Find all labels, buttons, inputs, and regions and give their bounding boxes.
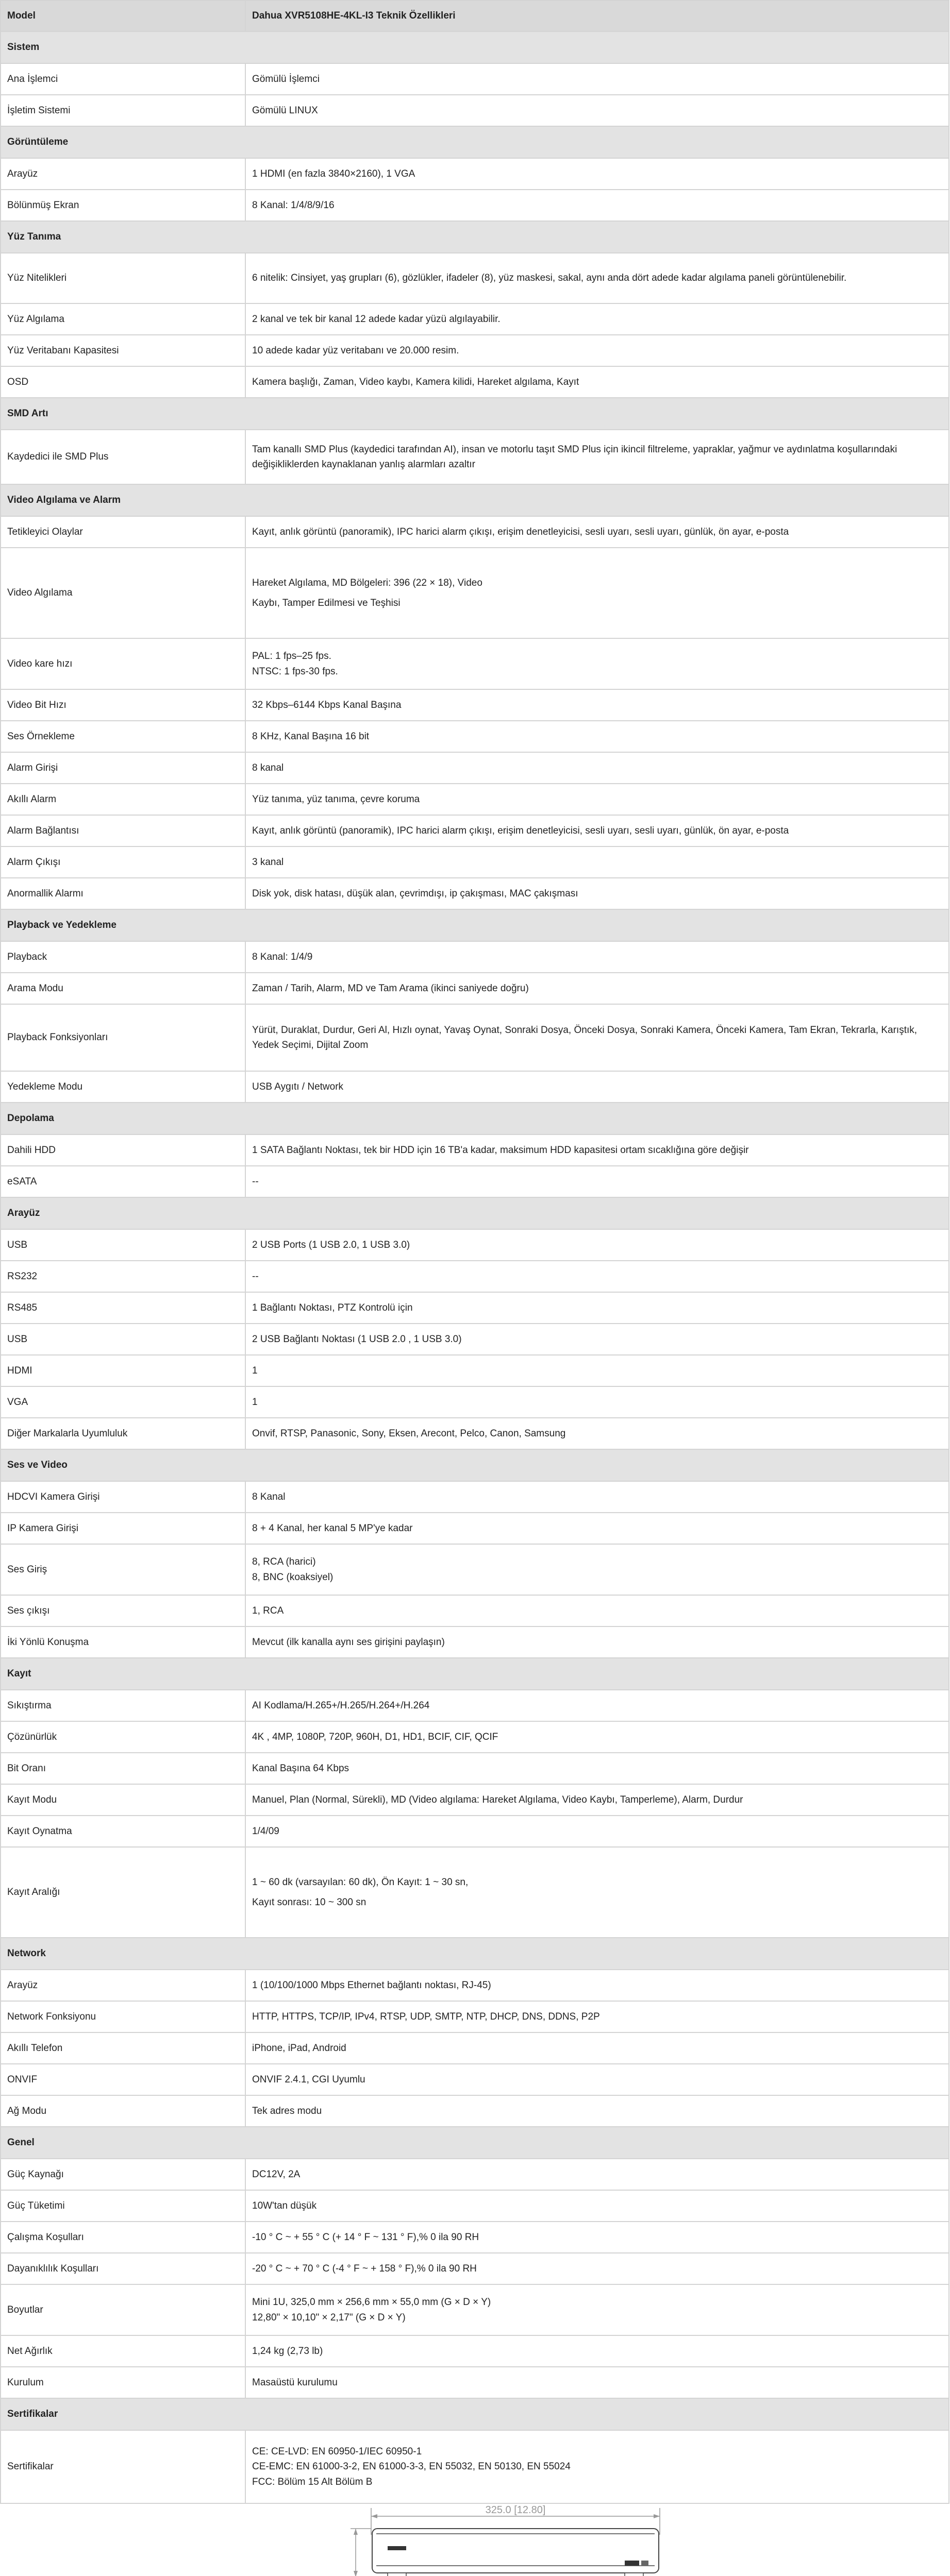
spec-label: Arama Modu: [1, 973, 245, 1004]
spec-row: [1, 1690, 949, 1721]
spec-value: Gömülü İşlemci: [245, 63, 949, 95]
spec-label: Ses Giriş: [1, 1544, 245, 1595]
front-view-drawing: [343, 2504, 660, 2576]
spec-value: USB Aygıtı / Network: [245, 1071, 949, 1103]
spec-row: [1, 190, 949, 221]
spec-row: [1, 548, 949, 638]
spec-label: Dahili HDD: [1, 1134, 245, 1166]
spec-label: Güç Kaynağı: [1, 2159, 245, 2190]
spec-label: Yüz Nitelikleri: [1, 253, 245, 303]
spec-value: HTTP, HTTPS, TCP/IP, IPv4, RTSP, UDP, SMTP, NTP, DHCP, DNS, DDNS, P2P: [245, 2001, 949, 2032]
spec-label: Arayüz: [1, 158, 245, 190]
spec-row: [1, 1753, 949, 1784]
spec-row: [1, 689, 949, 721]
section-header-kayit: [1, 1658, 949, 1690]
section-header-goruntuleme: [1, 126, 949, 158]
spec-value: 1/4/09: [245, 1816, 949, 1847]
spec-row: [1, 1386, 949, 1418]
spec-row: [1, 253, 949, 303]
spec-label: Dayanıklılık Koşulları: [1, 2253, 245, 2284]
spec-row: [1, 1229, 949, 1261]
width-dimension-label: 325.0 [12.80]: [485, 2504, 546, 2516]
spec-label: Net Ağırlık: [1, 2335, 245, 2367]
spec-label: Video kare hızı: [1, 638, 245, 689]
spec-label: ONVIF: [1, 2064, 245, 2095]
spec-value: --: [245, 1166, 949, 1197]
spec-row: [1, 1324, 949, 1355]
spec-label: Boyutlar: [1, 2284, 245, 2335]
section-title: Arayüz: [1, 1197, 949, 1229]
spec-value: AI Kodlama/H.265+/H.265/H.264+/H.264: [245, 1690, 949, 1721]
spec-value: 1,24 kg (2,73 lb): [245, 2335, 949, 2367]
spec-label: Yedekleme Modu: [1, 1071, 245, 1103]
spec-label: Güç Tüketimi: [1, 2190, 245, 2222]
spec-row: [1, 1134, 949, 1166]
spec-row: [1, 784, 949, 815]
spec-value: 8 + 4 Kanal, her kanal 5 MP'ye kadar: [245, 1513, 949, 1544]
spec-label: Alarm Bağlantısı: [1, 815, 245, 846]
section-title: Genel: [1, 2127, 949, 2159]
spec-row: [1, 303, 949, 335]
spec-row: [1, 815, 949, 846]
spec-value: 8 Kanal: [245, 1481, 949, 1513]
spec-label: IP Kamera Girişi: [1, 1513, 245, 1544]
section-header-depolama: [1, 1103, 949, 1134]
spec-row: [1, 1626, 949, 1658]
spec-label: Sıkıştırma: [1, 1690, 245, 1721]
spec-value: Kanal Başına 64 Kbps: [245, 1753, 949, 1784]
spec-row: [1, 1481, 949, 1513]
spec-value-line: Mini 1U, 325,0 mm × 256,6 mm × 55,0 mm (G × D × Y): [252, 2297, 491, 2308]
section-title: Görüntüleme: [1, 126, 949, 158]
spec-value: [245, 1847, 949, 1938]
spec-value-line: CE-EMC: EN 61000-3-2, EN 61000-3-3, EN 55032, EN 50130, EN 55024: [252, 2461, 571, 2472]
spec-label: Ağ Modu: [1, 2095, 245, 2127]
spec-value: [245, 1544, 949, 1595]
spec-value-line: 12,80" × 10,10" × 2,17" (G × D × Y): [252, 2312, 406, 2323]
spec-label: Ana İşlemci: [1, 63, 245, 95]
spec-value: -10 ° C ~ + 55 ° C (+ 14 ° F ~ 131 ° F),% 0 ila 90 RH: [245, 2222, 949, 2253]
spec-value: [245, 548, 949, 638]
section-title: SMD Artı: [1, 398, 949, 430]
spec-label: Video Bit Hızı: [1, 689, 245, 721]
section-title: Video Algılama ve Alarm: [1, 484, 949, 516]
spec-row: [1, 63, 949, 95]
spec-row: [1, 1418, 949, 1449]
spec-row: [1, 878, 949, 909]
spec-row: [1, 973, 949, 1004]
spec-row: [1, 1355, 949, 1386]
spec-value: [245, 2430, 949, 2503]
spec-value: Yürüt, Duraklat, Durdur, Geri Al, Hızlı oynat, Yavaş Oynat, Sonraki Dosya, Önceki Dosya, Sonraki Kamera, Önceki Kamera, Tam Ekran, Tekrarla, Karıştık, Yedek Seçimi, Dijital Zoom: [245, 1004, 949, 1071]
spec-value: Manuel, Plan (Normal, Sürekli), MD (Video algılama: Hareket Algılama, Video Kaybı, Tamperleme), Alarm, Durdur: [245, 1784, 949, 1816]
spec-value: 1 (10/100/1000 Mbps Ethernet bağlantı noktası, RJ-45): [245, 1970, 949, 2001]
section-header-smd-arti: [1, 398, 949, 430]
spec-value: DC12V, 2A: [245, 2159, 949, 2190]
spec-value: 1: [245, 1386, 949, 1418]
spec-value: 1 Bağlantı Noktası, PTZ Kontrolü için: [245, 1292, 949, 1324]
spec-value: Kamera başlığı, Zaman, Video kaybı, Kamera kilidi, Hareket algılama, Kayıt: [245, 366, 949, 398]
spec-row: [1, 2095, 949, 2127]
spec-label: Alarm Girişi: [1, 752, 245, 784]
spec-value: 1: [245, 1355, 949, 1386]
spec-row: [1, 1004, 949, 1071]
section-title: Ses ve Video: [1, 1449, 949, 1481]
spec-label: Akıllı Alarm: [1, 784, 245, 815]
spec-row: [1, 2367, 949, 2398]
section-header-playback-ve-yedekleme: [1, 909, 949, 941]
spec-value: 8 KHz, Kanal Başına 16 bit: [245, 721, 949, 752]
spec-label: Kayıt Oynatma: [1, 1816, 245, 1847]
spec-value-line: 8, BNC (koaksiyel): [252, 1571, 334, 1583]
spec-value: Mevcut (ilk kanalla aynı ses girişini paylaşın): [245, 1626, 949, 1658]
spec-row: [1, 95, 949, 126]
section-title: Network: [1, 1938, 949, 1970]
spec-label: Kaydedici ile SMD Plus: [1, 430, 245, 484]
spec-row: [1, 2190, 949, 2222]
spec-row: [1, 1513, 949, 1544]
spec-row: [1, 1970, 949, 2001]
spec-row: [1, 335, 949, 366]
spec-label: Kayıt Aralığı: [1, 1847, 245, 1938]
spec-value: 32 Kbps–6144 Kbps Kanal Başına: [245, 689, 949, 721]
spec-label: USB: [1, 1324, 245, 1355]
spec-value-line: CE: CE-LVD: EN 60950-1/IEC 60950-1: [252, 2446, 422, 2457]
spec-value: Zaman / Tarih, Alarm, MD ve Tam Arama (ikinci saniyede doğru): [245, 973, 949, 1004]
spec-row: [1, 2001, 949, 2032]
spec-value: Masaüstü kurulumu: [245, 2367, 949, 2398]
spec-label: Yüz Veritabanı Kapasitesi: [1, 335, 245, 366]
section-title: Playback ve Yedekleme: [1, 909, 949, 941]
section-header-sistem: [1, 31, 949, 63]
spec-value: -20 ° C ~ + 70 ° C (-4 ° F ~ + 158 ° F),% 0 ila 90 RH: [245, 2253, 949, 2284]
section-header-yuz-tanima: [1, 221, 949, 253]
spec-row: [1, 1784, 949, 1816]
spec-value: ONVIF 2.4.1, CGI Uyumlu: [245, 2064, 949, 2095]
spec-label: Sertifikalar: [1, 2430, 245, 2503]
spec-row: [1, 1071, 949, 1103]
spec-value: 2 kanal ve tek bir kanal 12 adede kadar yüzü algılayabilir.: [245, 303, 949, 335]
spec-value-line: PAL: 1 fps–25 fps.: [252, 651, 331, 662]
spec-label: OSD: [1, 366, 245, 398]
spec-value: 8 Kanal: 1/4/9: [245, 941, 949, 973]
spec-value: 1, RCA: [245, 1595, 949, 1626]
spec-value-line: 8, RCA (harici): [252, 1556, 316, 1568]
section-title: Sertifikalar: [1, 2398, 949, 2430]
spec-label: Bölünmüş Ekran: [1, 190, 245, 221]
header-model-label: Model: [1, 1, 245, 31]
spec-value-line: 1 ~ 60 dk (varsayılan: 60 dk), Ön Kayıt: 1 ~ 30 sn,: [252, 1876, 469, 1888]
spec-label: Akıllı Telefon: [1, 2032, 245, 2064]
spec-row: [1, 1847, 949, 1938]
spec-value: Tek adres modu: [245, 2095, 949, 2127]
spec-value-line: Kaybı, Tamper Edilmesi ve Teşhisi: [252, 598, 401, 608]
spec-value: 6 nitelik: Cinsiyet, yaş grupları (6), gözlükler, ifadeler (8), yüz maskesi, sakal, aynı anda dört adede kadar algılama paneli görüntülenebilir.: [245, 253, 949, 303]
spec-value: Kayıt, anlık görüntü (panoramik), IPC harici alarm çıkışı, erişim denetleyicisi, sesli uyarı, sesli uyarı, günlük, ön ayar, e-posta: [245, 815, 949, 846]
spec-row: [1, 752, 949, 784]
spec-row: [1, 1721, 949, 1753]
section-header-genel: [1, 2127, 949, 2159]
section-header-video-algilama-ve-alarm: [1, 484, 949, 516]
spec-row: [1, 516, 949, 548]
spec-row: [1, 2032, 949, 2064]
spec-value: 3 kanal: [245, 846, 949, 878]
spec-value: 8 Kanal: 1/4/8/9/16: [245, 190, 949, 221]
spec-row: [1, 2222, 949, 2253]
spec-value-line: NTSC: 1 fps-30 fps.: [252, 666, 338, 677]
spec-row: [1, 158, 949, 190]
spec-label: RS485: [1, 1292, 245, 1324]
spec-label: Playback Fonksiyonları: [1, 1004, 245, 1071]
spec-row: [1, 638, 949, 689]
spec-row: [1, 2335, 949, 2367]
spec-row: [1, 1166, 949, 1197]
spec-row: [1, 430, 949, 484]
spec-row: [1, 941, 949, 973]
spec-label: Network Fonksiyonu: [1, 2001, 245, 2032]
spec-value: 2 USB Ports (1 USB 2.0, 1 USB 3.0): [245, 1229, 949, 1261]
section-title: Depolama: [1, 1103, 949, 1134]
spec-row: [1, 1595, 949, 1626]
section-title: Sistem: [1, 31, 949, 63]
header-product-title: Dahua XVR5108HE-4KL-I3 Teknik Özellikleri: [245, 1, 949, 31]
spec-label: Video Algılama: [1, 548, 245, 638]
section-header-arayuz: [1, 1197, 949, 1229]
spec-value: Kayıt, anlık görüntü (panoramik), IPC harici alarm çıkışı, erişim denetleyicisi, sesli uyarı, sesli uyarı, günlük, ön ayar, e-posta: [245, 516, 949, 548]
spec-value: 1 HDMI (en fazla 3840×2160), 1 VGA: [245, 158, 949, 190]
spec-label: Bit Oranı: [1, 1753, 245, 1784]
spec-label: Ses çıkışı: [1, 1595, 245, 1626]
spec-row: [1, 1261, 949, 1292]
spec-label: HDCVI Kamera Girişi: [1, 1481, 245, 1513]
spec-value: iPhone, iPad, Android: [245, 2032, 949, 2064]
spec-row: [1, 2253, 949, 2284]
spec-label: Diğer Markalarla Uyumluluk: [1, 1418, 245, 1449]
spec-value: [245, 2284, 949, 2335]
spec-label: Arayüz: [1, 1970, 245, 2001]
spec-label: Kurulum: [1, 2367, 245, 2398]
dimension-drawings-svg: [0, 2504, 950, 2576]
spec-value: [245, 638, 949, 689]
spec-row: [1, 2159, 949, 2190]
spec-label: Anormallik Alarmı: [1, 878, 245, 909]
spec-row: [1, 1816, 949, 1847]
spec-label: VGA: [1, 1386, 245, 1418]
table-header-row: [1, 1, 949, 31]
spec-value: 1 SATA Bağlantı Noktası, tek bir HDD için 16 TB'a kadar, maksimum HDD kapasitesi ortam sıcaklığına göre değişir: [245, 1134, 949, 1166]
spec-row: [1, 2064, 949, 2095]
spec-label: Playback: [1, 941, 245, 973]
section-title: Kayıt: [1, 1658, 949, 1690]
spec-row: [1, 846, 949, 878]
section-header-sertifikalar: [1, 2398, 949, 2430]
spec-value-line: Kayıt sonrası: 10 ~ 300 sn: [252, 1897, 366, 1908]
spec-value: Disk yok, disk hatası, düşük alan, çevrimdışı, ip çakışması, MAC çakışması: [245, 878, 949, 909]
spec-row: [1, 721, 949, 752]
spec-label: Tetikleyici Olaylar: [1, 516, 245, 548]
spec-label: USB: [1, 1229, 245, 1261]
spec-value: Gömülü LINUX: [245, 95, 949, 126]
spec-label: İşletim Sistemi: [1, 95, 245, 126]
spec-label: Çözünürlük: [1, 1721, 245, 1753]
spec-value: Tam kanallı SMD Plus (kaydedici tarafından AI), insan ve motorlu taşıt SMD Plus için ikincil filtreleme, yapraklar, yağmur ve aydınlatma koşullarındaki değişikliklerden kaynaklanan yanlış alarmları azaltır: [245, 430, 949, 484]
spec-value: 4K , 4MP, 1080P, 720P, 960H, D1, HD1, BCIF, CIF, QCIF: [245, 1721, 949, 1753]
spec-label: HDMI: [1, 1355, 245, 1386]
section-header-network: [1, 1938, 949, 1970]
spec-row: [1, 1292, 949, 1324]
spec-label: Çalışma Koşulları: [1, 2222, 245, 2253]
spec-value: Onvif, RTSP, Panasonic, Sony, Eksen, Arecont, Pelco, Canon, Samsung: [245, 1418, 949, 1449]
spec-value-line: FCC: Bölüm 15 Alt Bölüm B: [252, 2476, 373, 2487]
spec-row: [1, 366, 949, 398]
spec-value: 10W'tan düşük: [245, 2190, 949, 2222]
spec-value-line: Hareket Algılama, MD Bölgeleri: 396 (22 × 18), Video: [252, 577, 482, 588]
spec-row: [1, 1544, 949, 1595]
spec-label: İki Yönlü Konuşma: [1, 1626, 245, 1658]
spec-value: 8 kanal: [245, 752, 949, 784]
spec-value: Yüz tanıma, yüz tanıma, çevre koruma: [245, 784, 949, 815]
spec-label: Alarm Çıkışı: [1, 846, 245, 878]
spec-label: eSATA: [1, 1166, 245, 1197]
spec-value: 10 adede kadar yüz veritabanı ve 20.000 resim.: [245, 335, 949, 366]
spec-label: Kayıt Modu: [1, 1784, 245, 1816]
spec-label: RS232: [1, 1261, 245, 1292]
section-header-ses-ve-video: [1, 1449, 949, 1481]
spec-value: --: [245, 1261, 949, 1292]
spec-label: Ses Örnekleme: [1, 721, 245, 752]
spec-label: Yüz Algılama: [1, 303, 245, 335]
spec-row: [1, 2430, 949, 2503]
spec-row: [1, 2284, 949, 2335]
dimension-drawings: [0, 2504, 950, 2576]
section-title: Yüz Tanıma: [1, 221, 949, 253]
spec-value: 2 USB Bağlantı Noktası (1 USB 2.0 , 1 USB 3.0): [245, 1324, 949, 1355]
